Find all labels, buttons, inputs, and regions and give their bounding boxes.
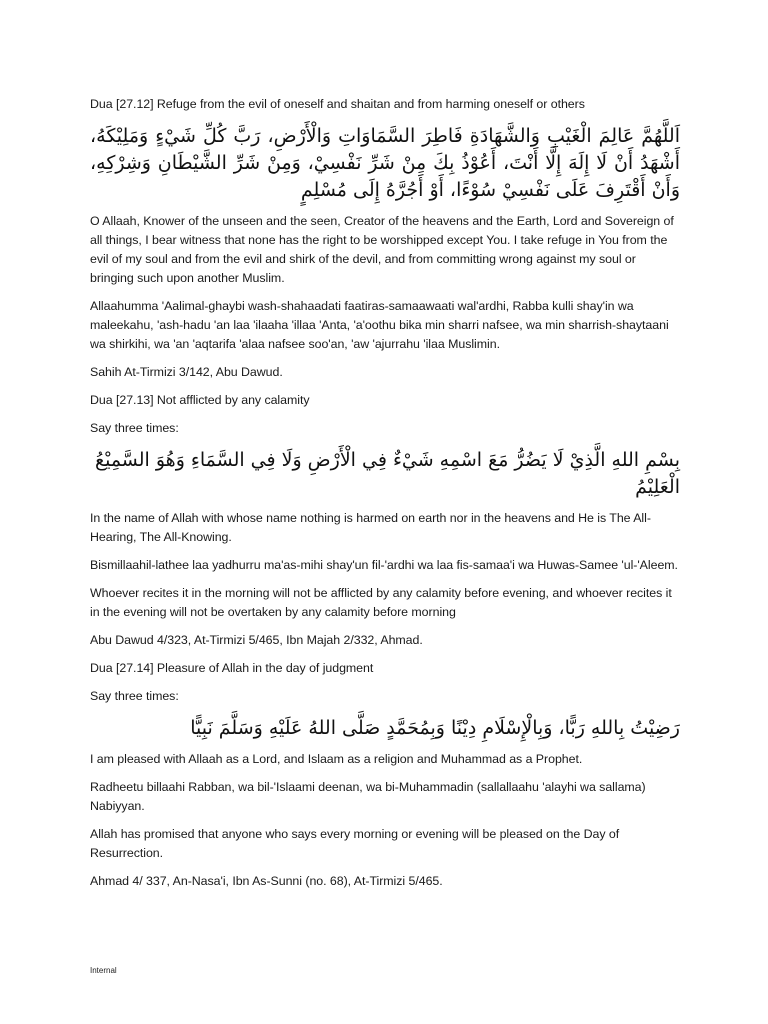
dua-transliteration: Allaahumma 'Aalimal-ghaybi wash-shahaadati faatiras-samaawaati wal'ardhi, Rabba kulli shay'in wa maleekahu, 'ash-hadu 'an laa 'ilaaha 'illaa 'Anta, 'a'oothu bika min sharri nafsee, wa min sharrish-shaytaani wa shirkihi, wa 'an 'aqtarifa 'alaa nafsee soo'an, 'aw 'ajurrahu 'ilaa Muslimin. xyxy=(90,299,669,351)
classification-footer: Internal xyxy=(90,966,117,975)
dua-transliteration: Bismillaahil-lathee laa yadhurru ma'as-mihi shay'un fil-'ardhi wa laa fis-samaa'i wa Huwas-Samee 'ul-'Aleem. xyxy=(90,558,678,572)
dua-heading-27-12: Dua [27.12] Refuge from the evil of oneself and shaitan and from harming oneself or others xyxy=(90,97,585,111)
dua-benefit: Whoever recites it in the morning will not be afflicted by any calamity before evening, and whoever recites it in the evening will not be overtaken by any calamity before morning xyxy=(90,586,672,619)
dua-source: Sahih At-Tirmizi 3/142, Abu Dawud. xyxy=(90,365,283,379)
dua-translation: I am pleased with Allaah as a Lord, and Islaam as a religion and Muhammad as a Prophet. xyxy=(90,752,583,766)
dua-source: Ahmad 4/ 337, An-Nasa'i, Ibn As-Sunni (no. 68), At-Tirmizi 5/465. xyxy=(90,874,443,888)
dua-benefit: Allah has promised that anyone who says every morning or evening will be pleased on the Day of Resurrection. xyxy=(90,827,620,860)
dua-heading-27-14: Dua [27.14] Pleasure of Allah in the day of judgment xyxy=(90,661,374,675)
dua-arabic-text: اَللَّهُمَّ عَالِمَ الْغَيْبِ وَالشَّهَادَةِ فَاطِرَ السَّمَاوَاتِ وَالْأَرْضِ، رَبَّ كُلِّ شَيْءٍ وَمَلِيْكَهُ، أَشْهَدُ أَنْ لَا إِلَهَ إِلَّا أَنْتَ، أَعُوْذُ بِكَ مِنْ شَرِّ نَفْسِيْ، وَمِنْ شَرِّ الشَّيْطَانِ وَشِرْكِهِ، وَأَنْ أَقْتَرِفَ عَلَى نَفْسِيْ سُوْءًا، أَوْ أَجُرَّهُ إِلَى مُسْلِمٍ xyxy=(90,125,680,201)
document-page xyxy=(90,95,680,900)
dua-source: Abu Dawud 4/323, At-Tirmizi 5/465, Ibn Majah 2/332, Ahmad. xyxy=(90,633,423,647)
dua-transliteration: Radheetu billaahi Rabban, wa bil-'Islaami deenan, wa bi-Muhammadin (sallallaahu 'alayhi wa sallama) Nabiyyan. xyxy=(90,780,646,813)
dua-translation: In the name of Allah with whose name nothing is harmed on earth nor in the heavens and He is The All-Hearing, The All-Knowing. xyxy=(90,511,651,544)
dua-arabic-text: بِسْمِ اللهِ الَّذِيْ لَا يَضُرُّ مَعَ اسْمِهِ شَيْءٌ فِي الْأَرْضِ وَلَا فِي السَّمَاءِ وَهُوَ السَّمِيْعُ الْعَلِيْمُ xyxy=(94,449,680,498)
dua-instruction: Say three times: xyxy=(90,689,179,703)
dua-heading-27-13: Dua [27.13] Not afflicted by any calamity xyxy=(90,393,310,407)
dua-translation: O Allaah, Knower of the unseen and the seen, Creator of the heavens and the Earth, Lord and Sovereign of all things, I bear witness that none has the right to be worshipped except You. I take refuge in You from the evil of my soul and from the evil and shirk of the devil, and from committing wrong against my soul or bringing such upon another Muslim. xyxy=(90,214,674,285)
dua-instruction: Say three times: xyxy=(90,421,179,435)
dua-arabic-text: رَضِيْتُ بِاللهِ رَبًّا، وَبِالْإِسْلَامِ دِيْنًا وَبِمُحَمَّدٍ صَلَّى اللهُ عَلَيْهِ وَسَلَّمَ نَبِيًّا xyxy=(190,717,680,739)
